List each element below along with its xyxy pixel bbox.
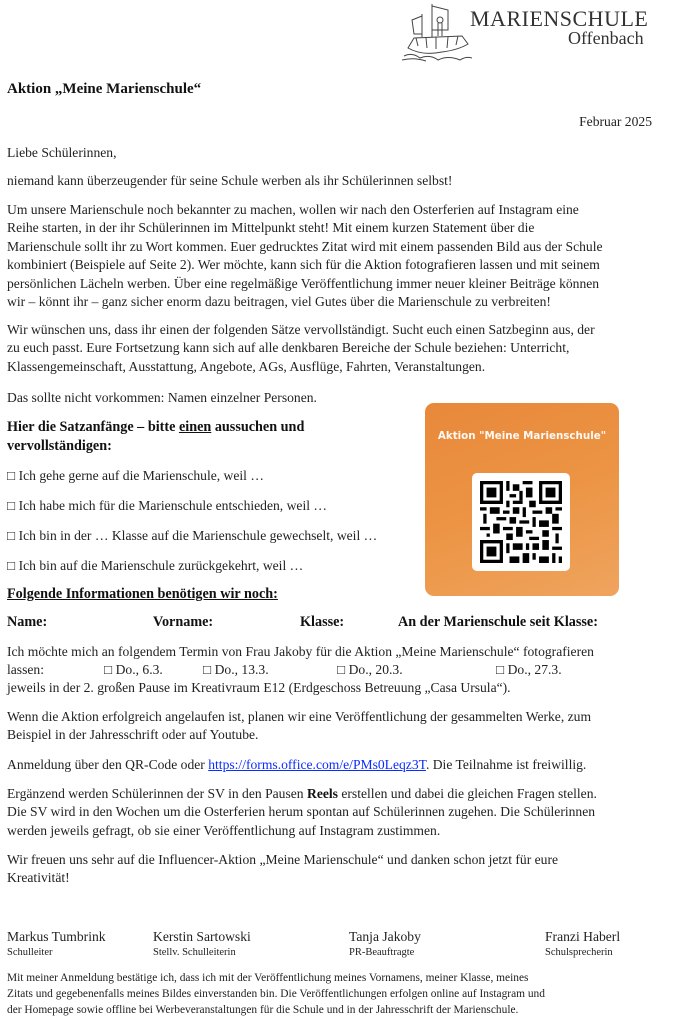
qr-code[interactable]	[472, 473, 570, 571]
signature-role: Schulsprecherin	[545, 947, 613, 959]
logo-subtitle: Offenbach	[568, 28, 644, 48]
reels-text: erstellen und dabei die gleichen Fragen stellen.	[337, 786, 597, 801]
paragraph-instructions	[7, 321, 595, 376]
field-since-class-label: An der Marienschule seit Klasse:	[398, 614, 598, 630]
reels-paragraph	[7, 785, 597, 840]
qr-code-icon	[480, 481, 562, 563]
paragraph-line: Kreativität!	[7, 870, 70, 886]
registration-link[interactable]: https://forms.office.com/e/PMs0Leqz3T	[208, 757, 426, 772]
reels-emphasis: Reels	[307, 786, 338, 801]
reels-text: Ergänzend werden Schülerinnen der SV in den Pausen	[7, 786, 307, 801]
paragraph-line: Wenn die Aktion erfolgreich angelaufen ist, planen wir eine Veröffentlichung der gesammelten Werke, zum	[7, 709, 592, 724]
signature-block	[349, 928, 421, 959]
appointment-text: Ich möchte mich an folgendem Termin von Frau Jakoby für die Aktion „Meine Marienschule“ fotografieren	[7, 644, 594, 659]
paragraph-line: der Homepage sowie offline bei Werbeveranstaltungen für die Schule und in der Jahresschrift der Marienschule.	[7, 1004, 519, 1016]
greeting: Liebe Schülerinnen,	[7, 145, 117, 160]
date-option-checkbox[interactable]: □ Do., 13.3.	[203, 662, 269, 677]
field-class-label: Klasse:	[300, 614, 345, 630]
paragraph-line: Beispiel in der Jahresschrift oder auf Youtube.	[7, 727, 259, 743]
paragraph-line: persönlichen Lächeln werben. Über eine regelmäßige Veröffentlichung immer neuer kleiner Beiträge können	[7, 275, 600, 291]
field-name-label: Name:	[7, 614, 48, 630]
date-option-checkbox[interactable]: □ Do., 6.3.	[104, 662, 163, 677]
date-option-checkbox[interactable]: □ Do., 20.3.	[337, 662, 403, 677]
paragraph-line: kombiniert (Beispiele auf Seite 2). Wer möchte, kann sich für die Aktion fotografieren lassen und mit seinem	[7, 257, 600, 273]
ship-logo-icon	[402, 0, 472, 62]
paragraph-line: werden jeweils gefragt, ob sie einer Veröffentlichung auf Instagram zustimmen.	[7, 822, 441, 838]
paragraph-line: Zitats und gegebenenfalls meines Bildes einverstanden bin. Die Veröffentlichungen erfolgen online auf Instagram und	[7, 988, 545, 1000]
paragraph-line: Die SV wird in den Wochen um die Osterferien herum spontan auf Schülerinnen zugehen. Die Schülerinnen	[7, 804, 596, 820]
sentence-options-heading	[7, 418, 304, 456]
registration-text	[7, 756, 586, 774]
signature-block	[7, 928, 106, 959]
registration-after: . Die Teilnahme ist freiwillig.	[425, 757, 587, 772]
paragraph-line: Marienschule sollt ihr zu Wort kommen. Euer gedrucktes Zitat wird mit einem passenden Bild aus der Schule	[7, 238, 603, 254]
signature-role: Schulleiter	[7, 947, 53, 959]
paragraph-line: Mit meiner Anmeldung bestätige ich, dass ich mit der Veröffentlichung meines Vornamens, meiner Klasse, meines	[7, 972, 529, 984]
signature-role: PR-Beauftragte	[349, 947, 415, 959]
signature-name: Franzi Haberl	[545, 929, 621, 944]
signature-name: Markus Tumbrink	[7, 929, 106, 944]
sentence-option-checkbox[interactable]: □ Ich bin in der … Klasse auf die Marienschule gewechselt, weil …	[7, 528, 378, 543]
promo-card-title: Aktion "Meine Marienschule"	[437, 430, 607, 442]
intro-text: niemand kann überzeugender für seine Schule werben als ihr Schülerinnen selbst!	[7, 173, 453, 188]
signature-block	[545, 928, 620, 959]
paragraph-line: zu euch passt. Eure Fortsetzung kann sich auf alle denkbaren Bereiche der Schule beziehen: Unterricht,	[7, 340, 570, 356]
paragraph-line: Klassengemeinschaft, Ausstattung, Angebote, AGs, Ausflüge, Fahrten, Veranstaltungen.	[7, 358, 486, 374]
field-firstname-label: Vorname:	[153, 614, 214, 630]
consent-paragraph	[7, 970, 545, 1018]
qr-promo-card	[425, 403, 619, 596]
exclusion-note: Das sollte nicht vorkommen: Namen einzelner Personen.	[7, 390, 317, 405]
school-logo	[400, 0, 676, 64]
appointment-label: lassen:	[7, 662, 44, 677]
date-option-checkbox[interactable]: □ Do., 27.3.	[496, 662, 562, 677]
publication-paragraph	[7, 708, 591, 745]
heading-part: Hier die Satzanfänge – bitte	[7, 419, 179, 435]
signature-name: Tanja Jakoby	[349, 929, 421, 944]
page-title: Aktion „Meine Marienschule“	[7, 81, 202, 97]
sentence-option-checkbox[interactable]: □ Ich habe mich für die Marienschule entschieden, weil …	[7, 498, 327, 513]
registration-before: Anmeldung über den QR-Code oder	[7, 757, 209, 772]
heading-part: vervollständigen:	[7, 438, 112, 454]
paragraph-line: Wir wünschen uns, dass ihr einen der folgenden Sätze vervollständigt. Sucht euch einen Satzbeginn aus, der	[7, 322, 595, 337]
document-date: Februar 2025	[579, 114, 652, 129]
paragraph-intro-campaign	[7, 201, 603, 311]
sentence-option-checkbox[interactable]: □ Ich bin auf die Marienschule zurückgekehrt, weil …	[7, 558, 304, 573]
closing-paragraph	[7, 851, 558, 888]
heading-emphasis: einen	[178, 419, 212, 435]
logo-title: MARIENSCHULE	[470, 6, 649, 31]
appointment-location: jeweils in der 2. großen Pause im Kreativraum E12 (Erdgeschoss Betreuung „Casa Ursula“).	[7, 680, 511, 695]
signature-role: Stellv. Schulleiterin	[153, 947, 236, 959]
paragraph-line: wir – könnt ihr – ganz sicher enorm dazu beitragen, viel Gutes über die Marienschule zu verbreiten!	[7, 294, 551, 310]
signature-name: Kerstin Sartowski	[153, 929, 251, 944]
heading-part: aussuchen und	[211, 419, 305, 435]
paragraph-line: Reihe starten, in der ihr Schülerinnen im Mittelpunkt steht! Mit einem kurzen Statement über die	[7, 220, 535, 236]
info-heading: Folgende Informationen benötigen wir noch:	[7, 586, 278, 602]
signature-block	[153, 928, 251, 959]
paragraph-line: Um unsere Marienschule noch bekannter zu machen, wollen wir nach den Osterferien auf Instagram eine	[7, 202, 579, 217]
paragraph-line: Wir freuen uns sehr auf die Influencer-Aktion „Meine Marienschule“ und danken schon jetzt für eure	[7, 852, 559, 867]
sentence-option-checkbox[interactable]: □ Ich gehe gerne auf die Marienschule, weil …	[7, 468, 264, 483]
